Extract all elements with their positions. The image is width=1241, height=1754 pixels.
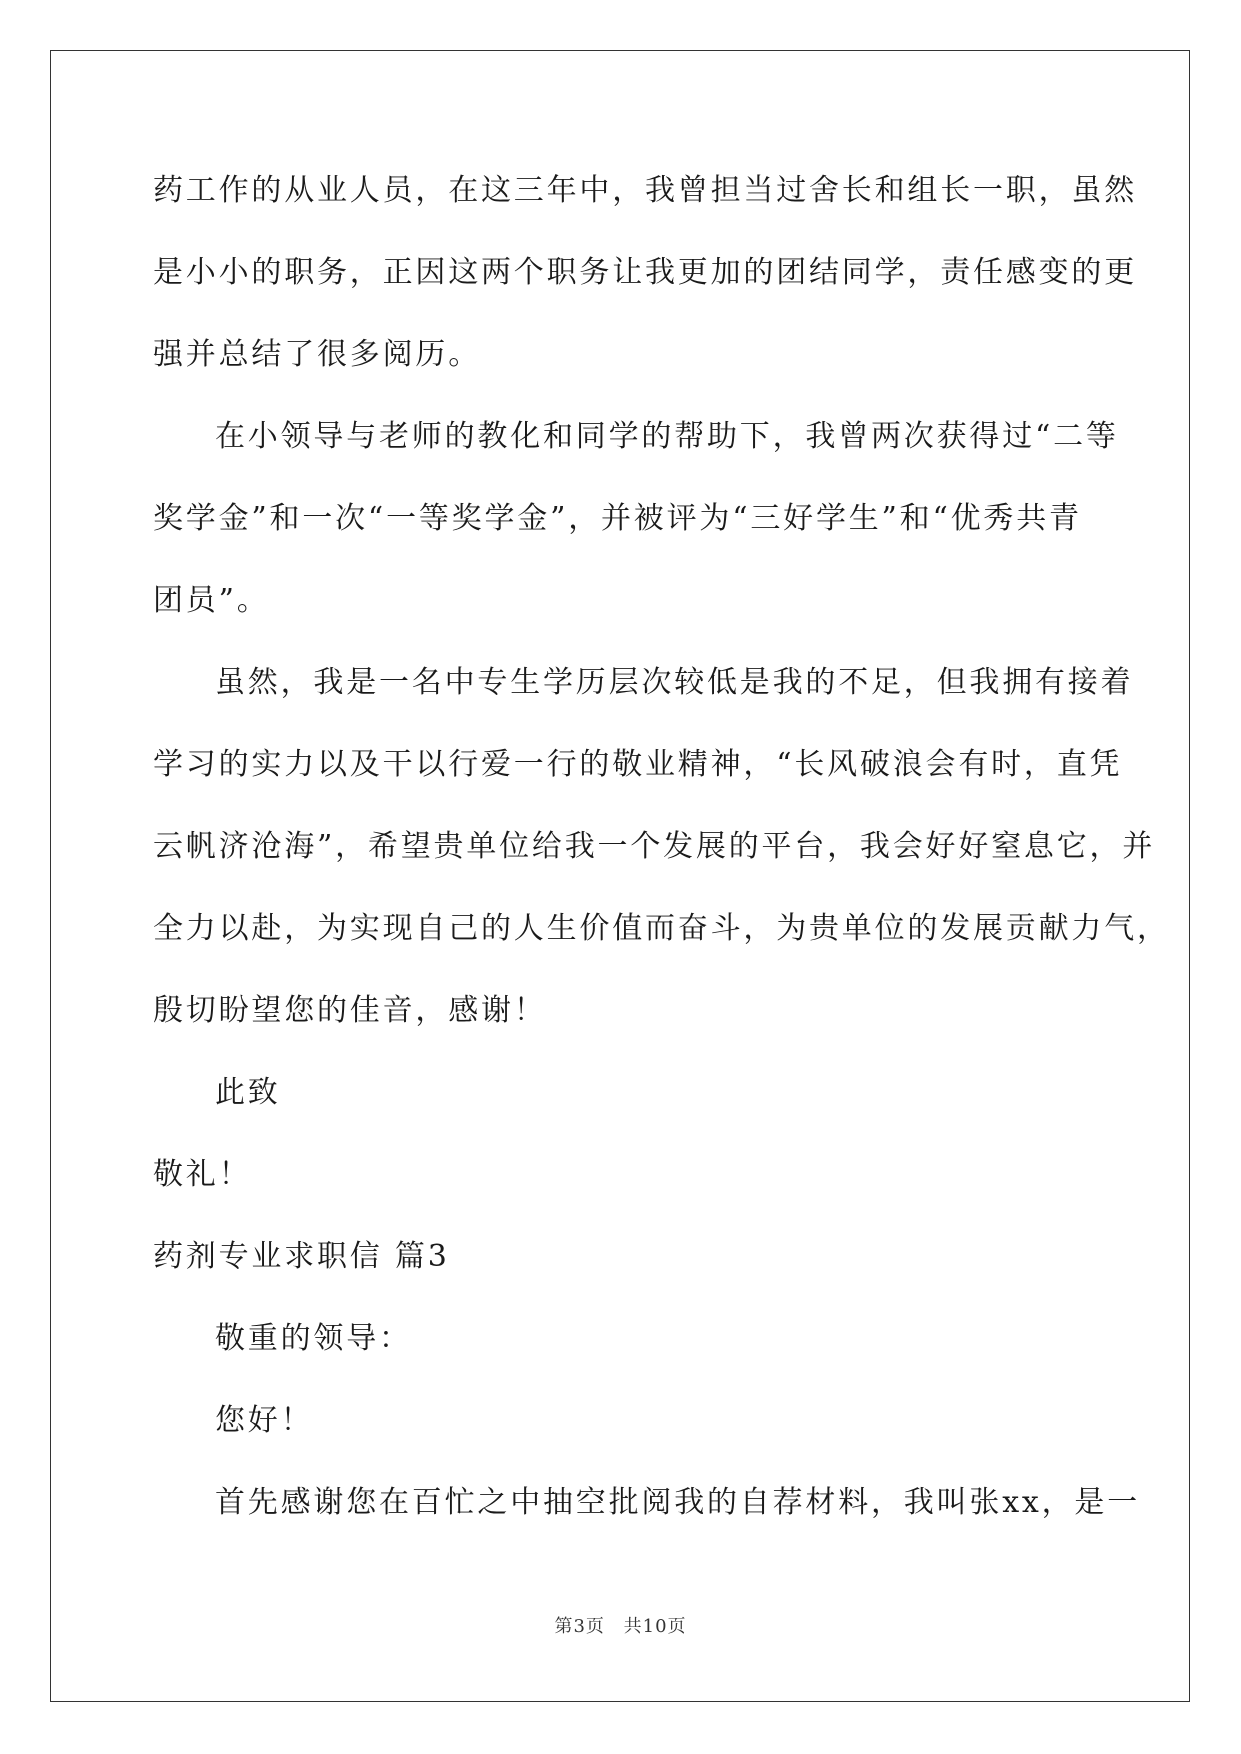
text-line: 是小小的职务，正因这两个职务让我更加的团结同学，责任感变的更	[153, 255, 1137, 290]
page-total: 共10页	[623, 1616, 687, 1637]
text-line: 药工作的从业人员，在这三年中，我曾担当过舍长和组长一职，虽然	[153, 173, 1137, 208]
text-line: 强并总结了很多阅历。	[153, 337, 481, 372]
closing-salutation: 此致	[215, 1075, 281, 1110]
text-line: 云帆济沧海”，希望贵单位给我一个发展的平台，我会好好窒息它，并	[153, 829, 1156, 864]
page-number: 第3页	[554, 1616, 605, 1637]
text-line: 奖学金”和一次“一等奖学金”，并被评为“三好学生”和“优秀共青	[153, 501, 1082, 536]
greeting-line: 敬重的领导：	[215, 1321, 412, 1356]
text-line: 全力以赴，为实现自己的人生价值而奋斗，为贵单位的发展贡献力气，	[153, 911, 1170, 946]
page-footer	[0, 1612, 1241, 1638]
text-line: 殷切盼望您的佳音，感谢！	[153, 993, 547, 1028]
greeting-line: 您好！	[215, 1403, 314, 1438]
text-line: 首先感谢您在百忙之中抽空批阅我的自荐材料，我叫张xx，是一	[215, 1485, 1141, 1520]
text-line: 虽然，我是一名中专生学历层次较低是我的不足，但我拥有接着	[215, 665, 1134, 700]
text-line: 在小领导与老师的教化和同学的帮助下，我曾两次获得过“二等	[215, 419, 1119, 454]
text-line: 学习的实力以及干以行爱一行的敬业精神，“长风破浪会有时，直凭	[153, 747, 1123, 782]
section-heading: 药剂专业求职信 篇3	[153, 1239, 450, 1274]
text-line: 团员”。	[153, 583, 270, 618]
document-body	[153, 156, 1170, 1550]
closing-regards: 敬礼！	[153, 1157, 252, 1192]
